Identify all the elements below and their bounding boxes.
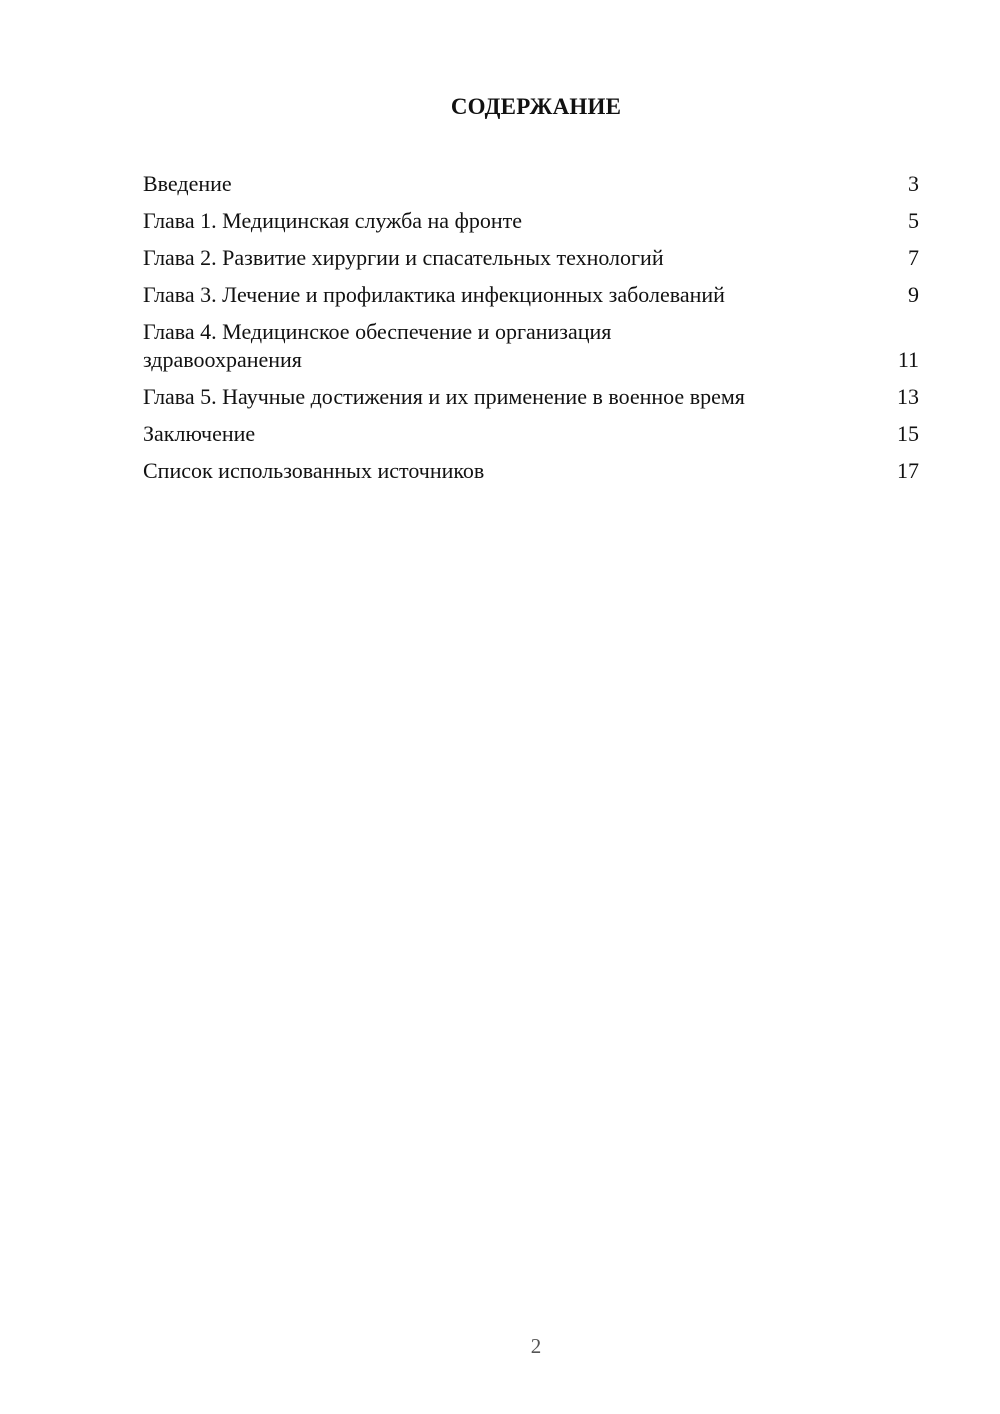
toc-entry-page: 9 (908, 282, 919, 307)
toc-entry-title: Глава 1. Медицинская служба на фронте (143, 208, 522, 233)
toc-row (143, 281, 919, 309)
page-title: СОДЕРЖАНИЕ (450, 94, 622, 119)
toc-entry-page: 13 (897, 384, 919, 409)
toc-row (143, 207, 919, 235)
toc-entry-title: Заключение (143, 421, 256, 446)
toc-row (143, 318, 919, 374)
toc-row (143, 457, 919, 485)
toc-entry-title: Глава 5. Научные достижения и их применение в военное время (143, 384, 745, 409)
toc-entry-title: Глава 4. Медицинское обеспечение и организация здравоохранения (143, 319, 612, 372)
page-number: 2 (530, 1334, 542, 1358)
toc-entry-page: 3 (908, 171, 919, 196)
toc-entry-page: 17 (897, 458, 919, 483)
toc-entry-title: Список использованных источников (143, 458, 485, 483)
table-of-contents (143, 170, 919, 494)
toc-entry-title: Глава 2. Развитие хирургии и спасательных технологий (143, 245, 664, 270)
toc-entry-page: 5 (908, 208, 919, 233)
toc-row (143, 170, 919, 198)
toc-row (143, 383, 919, 411)
toc-entry-page: 11 (897, 347, 919, 372)
toc-entry-title: Глава 3. Лечение и профилактика инфекционных заболеваний (143, 282, 725, 307)
toc-entry-page: 15 (897, 421, 919, 446)
toc-row (143, 244, 919, 272)
toc-entry-title: Введение (143, 171, 232, 196)
toc-row (143, 420, 919, 448)
toc-entry-page: 7 (908, 245, 919, 270)
